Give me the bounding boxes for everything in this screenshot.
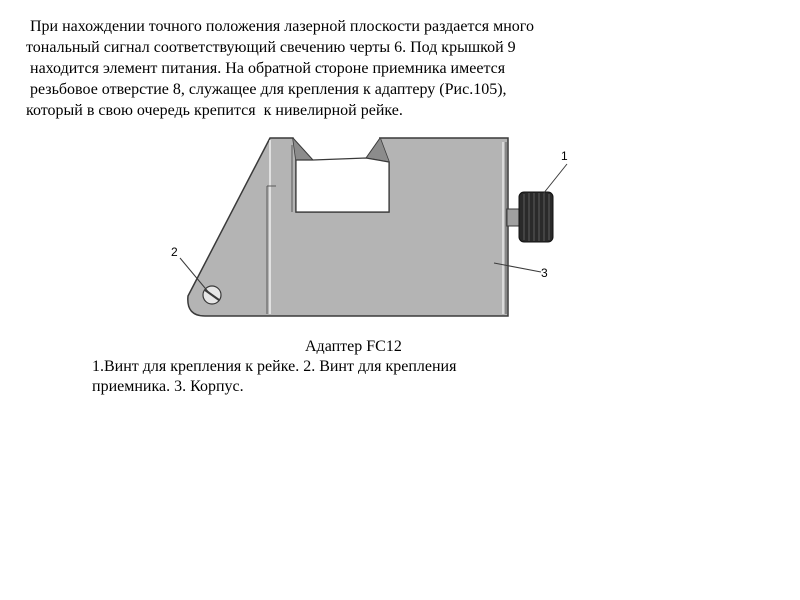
figure-caption-title: Адаптер FC12 <box>305 338 402 355</box>
caption-line: приемника. 3. Корпус. <box>92 378 244 395</box>
callout-3: 3 <box>541 266 548 280</box>
slot-left-bevel <box>293 138 313 160</box>
paragraph-line: который в свою очередь крепится к нивелирной рейке. <box>26 102 403 119</box>
figure-caption-legend <box>92 357 652 397</box>
callout-1: 1 <box>561 149 568 163</box>
paragraph-line: тональный сигнал соответствующий свечению черты 6. Под крышкой 9 <box>26 39 516 56</box>
callout-2: 2 <box>171 245 178 259</box>
paragraph-line: резьбовое отверстие 8, служащее для крепления к адаптеру (Рис.105), <box>26 81 507 98</box>
slot-opening <box>296 158 389 212</box>
caption-line: 1.Винт для крепления к рейке. 2. Винт для крепления <box>92 358 457 375</box>
paragraph-line: При нахождении точного положения лазерной плоскости раздается много <box>26 18 534 35</box>
leader-line-1 <box>543 164 567 194</box>
paragraph-line: находится элемент питания. На обратной стороне приемника имеется <box>26 60 506 77</box>
